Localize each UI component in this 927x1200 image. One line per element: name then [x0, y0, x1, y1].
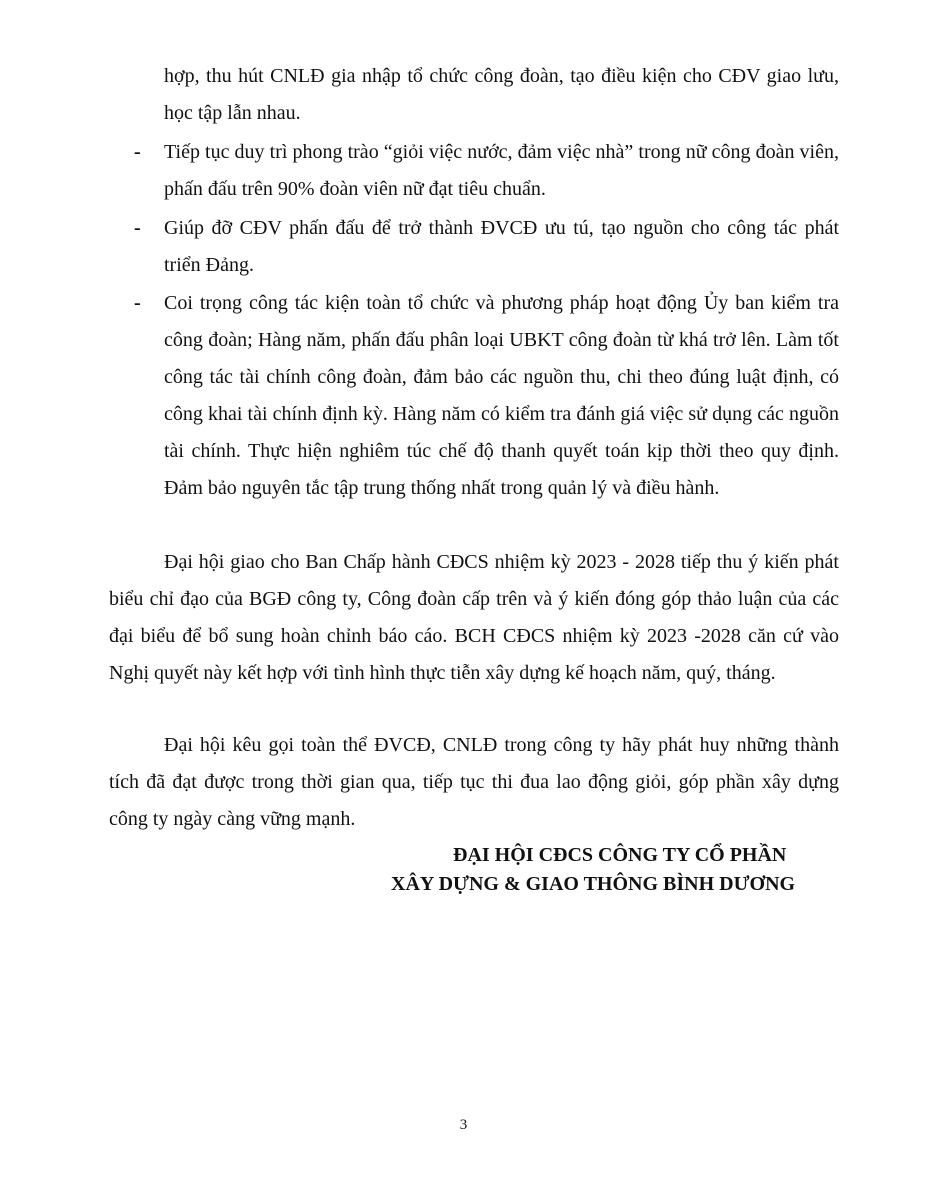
paragraph-assignment: Đại hội giao cho Ban Chấp hành CĐCS nhiệm kỳ 2023 - 2028 tiếp thu ý kiến phát biểu chỉ đạo của BGĐ công ty, Công đoàn cấp trên và ý kiến đóng góp thảo luận của các đại biểu để bổ sung hoàn chỉnh báo cáo. BCH CĐCS nhiệm kỳ 2023 -2028 căn cứ vào Nghị quyết này kết hợp với tình hình thực tiễn xây dựng kế hoạch năm, quý, tháng. [109, 551, 839, 684]
bullet-dash: - [134, 141, 141, 163]
continuation-paragraph: hợp, thu hút CNLĐ gia nhập tổ chức công đoàn, tạo điều kiện cho CĐV giao lưu, học tập lẫn nhau. [164, 65, 839, 124]
bullet-dash: - [134, 292, 141, 314]
bullet-item-inspection-finance [134, 285, 839, 507]
bullet-dash: - [134, 217, 141, 239]
signature-line-2: XÂY DỰNG & GIAO THÔNG BÌNH DƯƠNG [391, 873, 796, 895]
bullet-text: Giúp đỡ CĐV phấn đấu để trở thành ĐVCĐ ưu tú, tạo nguồn cho công tác phát triển Đảng. [164, 217, 839, 276]
bullet-item-party-development [134, 210, 839, 284]
page-number: 3 [459, 1117, 468, 1133]
bullet-item-women-union [134, 134, 839, 208]
paragraph-appeal: Đại hội kêu gọi toàn thể ĐVCĐ, CNLĐ trong công ty hãy phát huy những thành tích đã đạt được trong thời gian qua, tiếp tục thi đua lao động giỏi, góp phần xây dựng công ty ngày càng vững mạnh. [109, 734, 839, 830]
signature-line-1: ĐẠI HỘI CĐCS CÔNG TY CỔ PHẦN [453, 844, 787, 866]
bullet-text: Coi trọng công tác kiện toàn tổ chức và phương pháp hoạt động Ủy ban kiểm tra công đoàn; Hàng năm, phấn đấu phân loại UBKT công đoàn từ khá trở lên. Làm tốt công tác tài chính công đoàn, đảm bảo các nguồn thu, chi theo đúng luật định, có công khai tài chính định kỳ. Hàng năm có kiểm tra đánh giá việc sử dụng các nguồn tài chính. Thực hiện nghiêm túc chế độ thanh quyết toán kịp thời theo quy định. Đảm bảo nguyên tắc tập trung thống nhất trong quản lý và điều hành. [164, 292, 839, 499]
bullet-text: Tiếp tục duy trì phong trào “giỏi việc nước, đảm việc nhà” trong nữ công đoàn viên, phấn đấu trên 90% đoàn viên nữ đạt tiêu chuẩn. [164, 141, 839, 200]
